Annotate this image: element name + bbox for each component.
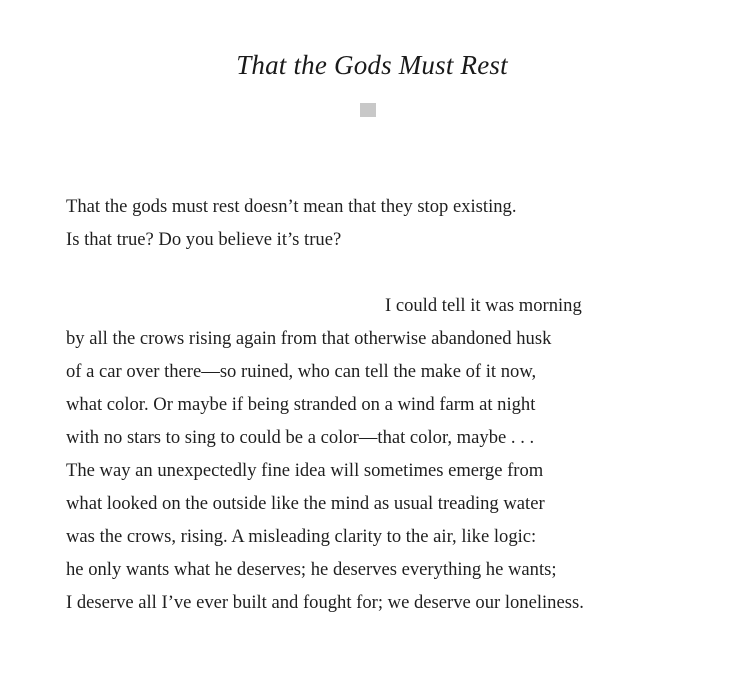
poem-line: was the crows, rising. A misleading clarity to the air, like logic: (66, 526, 537, 547)
poem-line: That the gods must rest doesn’t mean that they stop existing. (66, 196, 517, 217)
poem-line: he only wants what he deserves; he deserves everything he wants; (66, 559, 557, 580)
poem-line-indented: I could tell it was morning (385, 295, 582, 316)
poem-line: what color. Or maybe if being stranded on a wind farm at night (66, 394, 536, 415)
poem-line: I deserve all I’ve ever built and fought for; we deserve our loneliness. (66, 592, 584, 613)
poem-line: The way an unexpectedly fine idea will sometimes emerge from (66, 460, 544, 481)
poem-line: with no stars to sing to could be a color—that color, maybe . . . (66, 427, 535, 448)
poem-line: by all the crows rising again from that otherwise abandoned husk (66, 328, 552, 349)
poem-line: Is that true? Do you believe it’s true? (66, 229, 342, 250)
poem-line: what looked on the outside like the mind as usual treading water (66, 493, 545, 514)
poem-title: That the Gods Must Rest (236, 50, 508, 80)
section-ornament (360, 103, 376, 117)
poem-line: of a car over there—so ruined, who can tell the make of it now, (66, 361, 537, 382)
